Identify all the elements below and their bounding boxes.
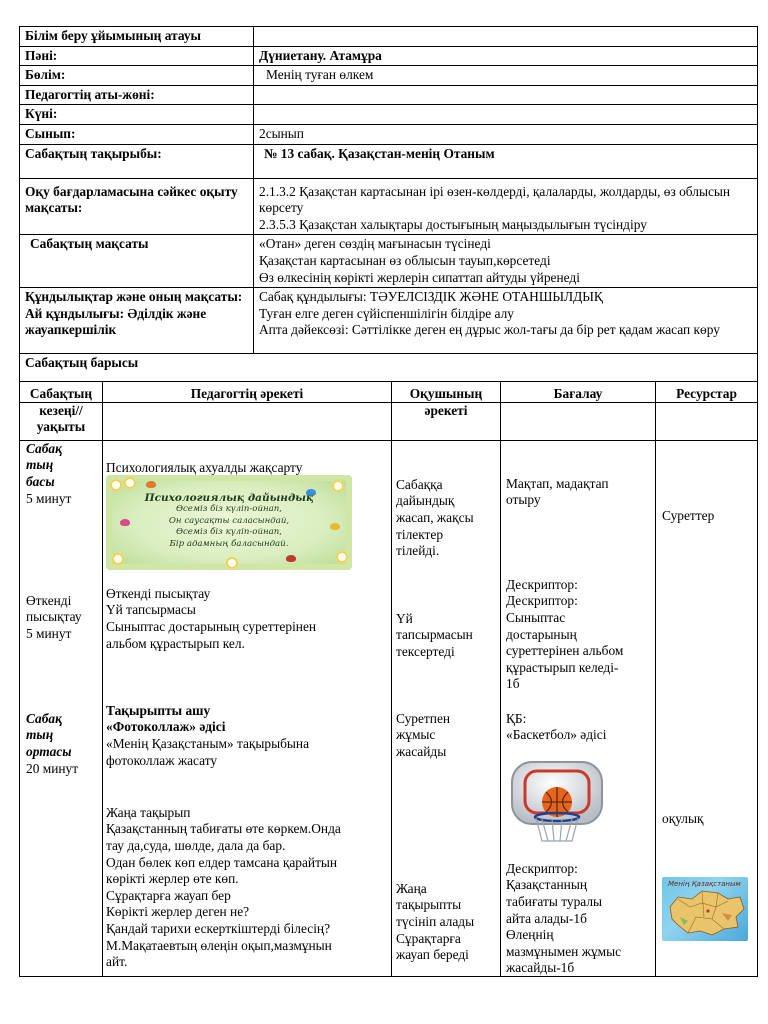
stage-review-line: пысықтау [26,609,82,625]
values-line: Сабақ құндылығы: ТӘУЕЛСІЗДІК ЖӘНЕ ОТАНШЫЛДЫҚ [259,289,603,305]
teacher-review [106,586,316,652]
section-value: Менің туған өлкем [254,66,758,86]
assessment-block-4 [506,861,621,977]
assessment-line: «Баскетбол» әдісі [506,727,607,743]
objectives-label: Оқу бағдарламасына сәйкес оқыту мақсаты: [20,178,254,235]
stage-review-line: Өткенді [26,592,72,608]
stage-title-line: Сабақ [26,710,62,726]
teacher-new-topic-line: көрікті жерлер өте көп. [106,871,239,887]
header-student: Оқушының әрекеті [392,382,501,441]
student-line: Суретпен [396,710,451,726]
kazakhstan-map-image [662,877,748,941]
student-column [392,440,501,976]
resources-column [656,440,758,976]
topic-value: № 13 сабақ. Қазақстан-менің Отаным [254,144,758,178]
warmup-poem-line: Он саусақты саласындай, [168,515,290,526]
teacher-new-topic-line: Жаңа тақырып [106,804,191,820]
subject-label: Пәні: [20,46,254,66]
stage-middle [26,711,78,777]
psychological-warmup-image [106,475,352,570]
teacher-new-topic-line: Сұрақтарға жауап бер [106,887,231,903]
resource-textbook: оқулық [662,810,704,826]
goal-line: Қазақстан картасынан өз облысын тауып,көрсетеді [259,252,551,268]
student-line: тексертеді [396,643,455,659]
warmup-poem-line: Өсеміз біз күліп-ойнап, [175,504,283,515]
stage-review [26,593,82,643]
lesson-goal-value [254,235,758,288]
subject-value: Дүниетану. Атамұра [254,46,758,66]
teacher-review-line: Өткенді пысықтау [106,585,211,601]
student-line: жасап, жақсы [396,509,474,525]
objective-line: 2.3.5.3 Қазақстан халықтары достығының маңыздылығын түсіндіру [259,216,647,232]
assessment-line: Дескриптор: [506,593,578,609]
student-line: тақырыпты [396,897,462,913]
student-block-3 [396,711,450,761]
stage-review-line: 5 минут [26,625,72,641]
values-label-line: Құндылықтар және оның мақсаты: [25,289,243,305]
student-line: дайындық [396,493,455,509]
teacher-intro: Психологиялық ахуалды жақсарту [106,459,303,475]
goal-line: Өз өлкесінің көрікті жерлерін сипаттап айтуды үйренеді [259,269,580,285]
assessment-block-3 [506,711,606,744]
lesson-info-table [19,26,758,403]
student-line: тапсырмасын [396,627,473,643]
teacher-name-label: Педагогтің аты-жөні: [20,85,254,105]
teacher-topic-line: «Менің Қазақстаным» тақырыбына [106,735,310,751]
warmup-poem-line: Бір адамның баласындай. [169,538,289,549]
teacher-new-topic-line: айт. [106,954,128,970]
header-stage: Сабақтың кезеңі// уақыты [20,382,103,441]
stage-title-line: тың [26,457,54,473]
assessment-column [501,440,656,976]
warmup-poem-line: Өсеміз біз күліп-ойнап, [175,527,283,538]
assessment-line: мазмұнымен жұмыс [506,943,622,959]
student-line: Үй [396,610,413,626]
teacher-review-line: Сыныптас достарының суреттерінен [106,618,317,634]
date-label: Күні: [20,105,254,125]
student-line: жұмыс [396,727,436,743]
teacher-review-line: Үй тапсырмасы [106,602,196,618]
assessment-line: суреттерінен альбом [506,643,624,659]
teacher-column [103,440,392,976]
values-value [254,288,758,354]
student-line: түсініп алады [396,913,475,929]
teacher-method-heading: «Фотоколлаж» әдісі [106,719,226,735]
assessment-line: айта алады-1б [506,910,587,926]
assessment-line: 1б [506,676,520,692]
teacher-new-topic-line: Қазақстанның табиғаты өте көркем.Онда [106,821,341,837]
assessment-line: отыру [506,492,541,508]
teacher-new-topic-line: тау да,суда, шөлде, дала да бар. [106,837,286,853]
assessment-line: ҚБ: [506,710,527,726]
teacher-new-topic [106,805,341,971]
values-line: Апта дәйексөзі: Сәттілікке деген ең дұрыс жол-тағы да бір рет қадам жасап көру [259,322,720,338]
stage-title-line: басы [26,473,55,489]
teacher-review-line: альбом құрастырып кел. [106,635,245,651]
stage-column [20,440,103,976]
assessment-line: табиғаты туралы [506,893,603,909]
student-line: Жаңа [396,880,427,896]
warmup-poem-title: Психологиялық дайындық [144,491,314,504]
student-block-2 [396,611,473,661]
lesson-plan-grid [19,381,758,977]
lesson-progress-heading: Сабақтың барысы [20,354,758,403]
student-line: Сұрақтарға [396,930,461,946]
teacher-topic-line: фотоколлаж жасату [106,752,218,768]
teacher-topic-intro [106,703,309,769]
stage-title-line: тың [26,727,54,743]
header-resources: Ресурстар [656,382,758,441]
student-line: жауап береді [396,947,469,963]
assessment-line: достарының [506,626,577,642]
teacher-topic-heading: Тақырыпты ашу [106,702,211,718]
basketball-hoop-image [509,759,605,845]
values-label-line: Ай құндылығы: Әділдік және жауапкершілік [25,305,207,338]
assessment-line: Дескриптор: [506,860,578,876]
header-teacher: Педагогтің әрекеті [103,382,392,441]
stage-time: 20 минут [26,760,79,776]
warmup-poem [136,493,322,551]
teacher-new-topic-line: М.Мақатаевтың өлеңін оқып,мазмұнын [106,937,332,953]
lesson-goal-label: Сабақтың мақсаты [20,235,254,288]
assessment-line: Өлеңнің [506,927,554,943]
student-line: тілейді. [396,543,440,559]
assessment-block-2 [506,577,623,693]
student-line: тілектер [396,526,444,542]
values-line: Туған елге деген сүйіспеншілігін білдіре алу [259,305,514,321]
grade-label: Сынып: [20,124,254,144]
stage-title-line: Сабақ [26,440,62,456]
date-value [254,105,758,125]
objective-line: 2.1.3.2 Қазақстан картасынан ірі өзен-көлдерді, қалаларды, жолдарды, өз облысын көрсету [259,183,731,216]
assessment-line: Дескриптор: [506,576,578,592]
assessment-line: құрастырып келеді- [506,659,619,675]
stage-time: 5 минут [26,490,72,506]
stage-title-line: ортасы [26,743,72,759]
section-label: Бөлім: [20,66,254,86]
stage-beginning [26,441,71,507]
teacher-name-value [254,85,758,105]
org-name-value [254,27,758,47]
map-caption: Менің Қазақстаным [668,879,741,888]
objectives-value [254,178,758,235]
assessment-block-1 [506,476,609,509]
teacher-new-topic-line: Одан бөлек көп елдер тамсана қарайтын [106,854,338,870]
resource-pictures: Суреттер [662,507,715,523]
student-block-1 [396,477,474,560]
student-block-4 [396,881,474,964]
values-label [20,288,254,354]
topic-label: Сабақтың тақырыбы: [20,144,254,178]
student-line: жасайды [396,743,447,759]
grade-value: 2сынып [254,124,758,144]
student-line: Сабаққа [396,476,443,492]
assessment-line: Мақтап, мадақтап [506,475,609,491]
teacher-new-topic-line: Көрікті жерлер деген не? [106,904,250,920]
org-name-label: Білім беру ұйымының атауы [20,27,254,47]
assessment-line: Сыныптас [506,609,566,625]
header-assessment: Бағалау [501,382,656,441]
teacher-new-topic-line: Қандай тарихи ескерткіштерді білесің? [106,920,331,936]
assessment-line: жасайды-1б [506,960,575,976]
goal-line: «Отан» деген сөздің мағынасын түсінеді [259,236,491,252]
assessment-line: Қазақстанның [506,877,588,893]
